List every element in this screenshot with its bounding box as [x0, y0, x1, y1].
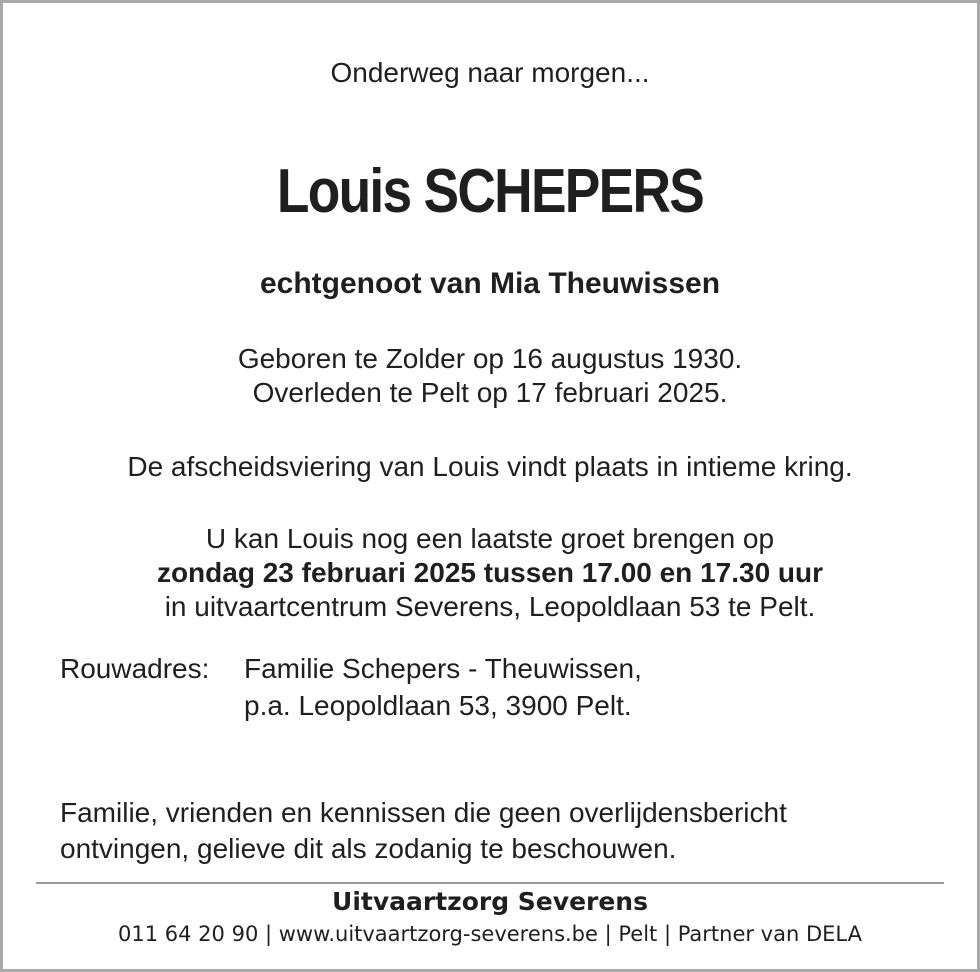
address-line-1: Familie Schepers - Theuwissen,: [244, 653, 642, 684]
greeting-place: in uitvaartcentrum Severens, Leopoldlaan 53 te Pelt.: [164, 591, 816, 622]
farewell-line: De afscheidsviering van Louis vindt plaats in intieme kring.: [127, 451, 853, 482]
notice-line-1: Familie, vrienden en kennissen die geen overlijdensbericht: [60, 797, 787, 828]
spouse-line: echtgenoot van Mia Theuwissen: [259, 267, 721, 300]
death-line: Overleden te Pelt op 17 februari 2025.: [252, 377, 728, 408]
notice-paragraph: [60, 795, 920, 867]
notice-line-2: ontvingen, gelieve dit als zodanig te beschouwen.: [60, 833, 677, 864]
deceased-name: Louis SCHEPERS: [276, 157, 704, 226]
address-line-2: p.a. Leopoldlaan 53, 3900 Pelt.: [244, 690, 632, 721]
undertaker-contact: 011 64 20 90 | www.uitvaartzorg-severens.be | Pelt | Partner van DELA: [118, 922, 862, 946]
birth-line: Geboren te Zolder op 16 augustus 1930.: [237, 343, 743, 374]
undertaker-name: Uitvaartzorg Severens: [332, 887, 648, 916]
greeting-date: zondag 23 februari 2025 tussen 17.00 en 17.30 uur: [156, 557, 824, 588]
address-label: Rouwadres:: [60, 653, 210, 684]
motto-text: Onderweg naar morgen...: [330, 57, 650, 88]
greeting-intro: U kan Louis nog een laatste groet brengen op: [205, 523, 775, 554]
footer-divider: [36, 882, 944, 884]
